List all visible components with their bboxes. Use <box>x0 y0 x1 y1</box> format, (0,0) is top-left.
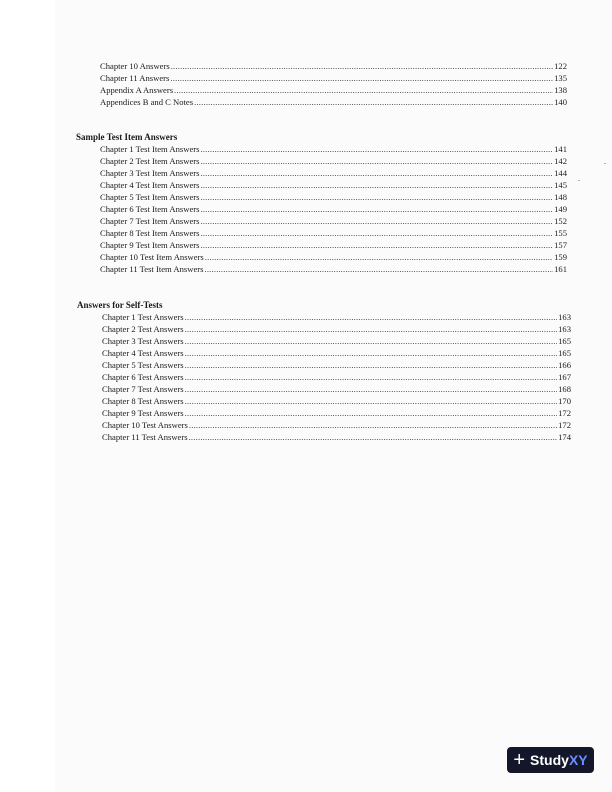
toc-entry-page: 167 <box>558 372 571 382</box>
toc-entry[interactable] <box>100 203 567 215</box>
toc-entry-page: 161 <box>554 264 567 274</box>
toc-entry[interactable] <box>100 263 567 275</box>
toc-entry-page: 140 <box>554 97 567 107</box>
dot-leader <box>205 251 553 263</box>
dot-leader <box>185 371 558 383</box>
toc-entry-label: Chapter 8 Test Answers <box>102 396 184 406</box>
toc-entry-label: Chapter 10 Test Answers <box>102 420 188 430</box>
toc-entry[interactable] <box>102 347 571 359</box>
toc-entry-page: 165 <box>558 348 571 358</box>
toc-entry[interactable] <box>100 179 567 191</box>
toc-entry[interactable] <box>102 311 571 323</box>
toc-entry[interactable] <box>100 167 567 179</box>
toc-entry[interactable] <box>100 96 567 108</box>
toc-entry[interactable] <box>100 239 567 251</box>
dot-leader <box>200 143 553 155</box>
section-heading-answers-for-self-tests: Answers for Self-Tests <box>77 300 163 310</box>
dot-leader <box>200 179 553 191</box>
toc-entry[interactable] <box>100 215 567 227</box>
toc-entry[interactable] <box>100 84 567 96</box>
dot-leader <box>200 167 553 179</box>
toc-entry[interactable] <box>100 191 567 203</box>
dot-leader <box>204 263 553 275</box>
toc-entry[interactable] <box>100 227 567 239</box>
dot-leader <box>194 96 553 108</box>
toc-entry[interactable] <box>102 359 571 371</box>
toc-entry[interactable] <box>100 143 567 155</box>
dot-leader <box>200 239 553 251</box>
dot-leader <box>189 431 558 443</box>
toc-entry-page: 159 <box>554 252 567 262</box>
toc-entry-page: 122 <box>554 61 567 71</box>
brand-wordmark <box>530 752 588 768</box>
dot-leader <box>200 227 553 239</box>
toc-entry-label: Chapter 11 Test Item Answers <box>100 264 204 274</box>
toc-entry-label: Chapter 6 Test Item Answers <box>100 204 200 214</box>
toc-entry[interactable] <box>102 407 571 419</box>
scan-speck <box>578 180 580 181</box>
dot-leader <box>200 203 553 215</box>
toc-entry-page: 163 <box>558 312 571 322</box>
dot-leader <box>174 84 553 96</box>
toc-entry[interactable] <box>102 419 571 431</box>
toc-entry[interactable] <box>102 371 571 383</box>
toc-entry-label: Chapter 10 Test Item Answers <box>100 252 204 262</box>
toc-entry[interactable] <box>100 60 567 72</box>
dot-leader <box>185 407 558 419</box>
toc-entry[interactable] <box>102 383 571 395</box>
toc-entry-label: Chapter 11 Test Answers <box>102 432 188 442</box>
document-page <box>55 0 612 792</box>
plus-icon: + <box>513 749 526 771</box>
toc-entry-page: 172 <box>558 420 571 430</box>
toc-entry-label: Chapter 7 Test Answers <box>102 384 184 394</box>
toc-entry-page: 141 <box>554 144 567 154</box>
toc-entry-label: Chapter 4 Test Item Answers <box>100 180 200 190</box>
dot-leader <box>185 347 558 359</box>
toc-entry-page: 149 <box>554 204 567 214</box>
toc-entry-page: 157 <box>554 240 567 250</box>
brand-suffix: XY <box>568 752 588 768</box>
dot-leader <box>185 335 558 347</box>
toc-entry[interactable] <box>100 72 567 84</box>
dot-leader <box>170 72 553 84</box>
section-heading-sample-test-item-answers: Sample Test Item Answers <box>76 132 178 142</box>
toc-entry-label: Chapter 1 Test Item Answers <box>100 144 200 154</box>
toc-entry-label: Chapter 9 Test Answers <box>102 408 184 418</box>
toc-entry[interactable] <box>102 335 571 347</box>
toc-entry-label: Chapter 6 Test Answers <box>102 372 184 382</box>
toc-entry-page: 145 <box>554 180 567 190</box>
toc-entry-label: Appendices B and C Notes <box>100 97 194 107</box>
toc-entry-page: 165 <box>558 336 571 346</box>
toc-entry-label: Chapter 2 Test Answers <box>102 324 184 334</box>
toc-entry-label: Chapter 11 Answers <box>100 73 170 83</box>
dot-leader <box>189 419 557 431</box>
toc-entry-label: Chapter 2 Test Item Answers <box>100 156 200 166</box>
toc-entry[interactable] <box>100 155 567 167</box>
toc-entry[interactable] <box>100 251 567 263</box>
dot-leader <box>185 383 558 395</box>
toc-entry-page: 144 <box>554 168 567 178</box>
toc-answers-continued <box>100 60 567 108</box>
scan-speck <box>604 163 606 164</box>
toc-entry-label: Appendix A Answers <box>100 85 174 95</box>
dot-leader <box>185 395 558 407</box>
brand-name: Study <box>530 752 569 768</box>
toc-entry-page: 166 <box>558 360 571 370</box>
dot-leader <box>200 215 553 227</box>
toc-sample-test-item-answers <box>100 143 567 275</box>
toc-entry-label: Chapter 9 Test Item Answers <box>100 240 200 250</box>
toc-entry-label: Chapter 3 Test Answers <box>102 336 184 346</box>
toc-entry-page: 155 <box>554 228 567 238</box>
toc-entry-page: 172 <box>558 408 571 418</box>
toc-entry-page: 168 <box>558 384 571 394</box>
toc-entry-page: 142 <box>554 156 567 166</box>
toc-entry-page: 152 <box>554 216 567 226</box>
dot-leader <box>171 60 553 72</box>
toc-entry[interactable] <box>102 431 571 443</box>
toc-entry-label: Chapter 4 Test Answers <box>102 348 184 358</box>
toc-entry-page: 163 <box>558 324 571 334</box>
dot-leader <box>200 155 553 167</box>
toc-entry-label: Chapter 5 Test Answers <box>102 360 184 370</box>
toc-entry[interactable] <box>102 395 571 407</box>
toc-entry-label: Chapter 5 Test Item Answers <box>100 192 200 202</box>
dot-leader <box>200 191 553 203</box>
toc-entry-label: Chapter 7 Test Item Answers <box>100 216 200 226</box>
toc-entry-label: Chapter 8 Test Item Answers <box>100 228 200 238</box>
toc-entry-label: Chapter 1 Test Answers <box>102 312 184 322</box>
toc-entry-page: 148 <box>554 192 567 202</box>
dot-leader <box>185 359 558 371</box>
studyxy-logo-badge[interactable] <box>507 747 594 773</box>
toc-entry-page: 170 <box>558 396 571 406</box>
toc-entry-label: Chapter 3 Test Item Answers <box>100 168 200 178</box>
toc-entry-page: 135 <box>554 73 567 83</box>
toc-entry-page: 174 <box>558 432 571 442</box>
toc-entry-label: Chapter 10 Answers <box>100 61 170 71</box>
toc-entry[interactable] <box>102 323 571 335</box>
dot-leader <box>185 323 558 335</box>
toc-entry-page: 138 <box>554 85 567 95</box>
dot-leader <box>185 311 558 323</box>
toc-answers-for-self-tests <box>102 311 571 443</box>
